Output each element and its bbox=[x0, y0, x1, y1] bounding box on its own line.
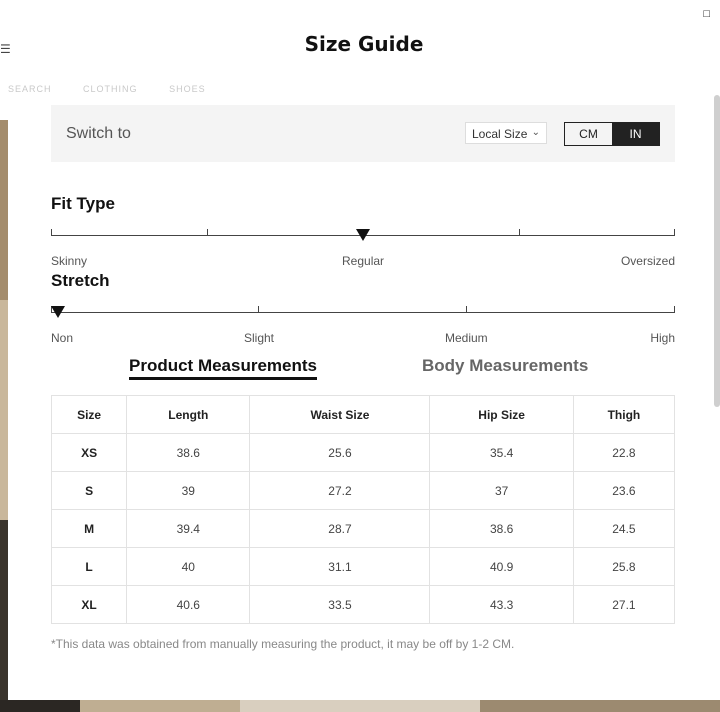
table-cell: 31.1 bbox=[250, 548, 430, 586]
stretch-label-high: High bbox=[650, 331, 675, 345]
fit-label-oversized: Oversized bbox=[620, 254, 675, 268]
scale-tick bbox=[258, 306, 259, 313]
column-header: Length bbox=[127, 396, 250, 434]
unit-toggle bbox=[564, 122, 660, 146]
scale-line bbox=[51, 312, 675, 313]
stretch-title: Stretch bbox=[51, 271, 110, 290]
background-page-bottom bbox=[0, 700, 720, 712]
table-header-row bbox=[52, 396, 675, 434]
table-cell: 43.3 bbox=[430, 586, 573, 624]
table-row bbox=[52, 586, 675, 624]
scale-tick bbox=[674, 229, 675, 236]
table-cell: M bbox=[52, 510, 127, 548]
fit-label-regular: Regular bbox=[342, 254, 385, 268]
fit-label-skinny: Skinny bbox=[51, 254, 88, 268]
table-cell: 35.4 bbox=[430, 434, 573, 472]
table-cell: 22.8 bbox=[573, 434, 674, 472]
table-cell: 40.6 bbox=[127, 586, 250, 624]
tab-product-measurements[interactable]: Product Measurements bbox=[129, 356, 317, 380]
switch-label: Switch to bbox=[66, 125, 131, 142]
table-cell: 27.2 bbox=[250, 472, 430, 510]
table-cell: S bbox=[52, 472, 127, 510]
table-row bbox=[52, 434, 675, 472]
table-cell: 40 bbox=[127, 548, 250, 586]
table-cell: L bbox=[52, 548, 127, 586]
chevron-down-icon: ⌄ bbox=[531, 127, 540, 138]
stretch-marker-icon bbox=[51, 306, 65, 318]
fit-type-title: Fit Type bbox=[51, 194, 115, 213]
column-header: Waist Size bbox=[250, 396, 430, 434]
table-cell: 28.7 bbox=[250, 510, 430, 548]
table-cell: 39.4 bbox=[127, 510, 250, 548]
size-table bbox=[51, 395, 675, 624]
local-size-label: Local Size bbox=[472, 127, 528, 141]
unit-in-button[interactable]: IN bbox=[612, 123, 659, 145]
background-nav-item: SHOES bbox=[169, 84, 206, 94]
table-cell: 25.8 bbox=[573, 548, 674, 586]
background-nav bbox=[8, 84, 234, 94]
scale-tick bbox=[674, 306, 675, 313]
fit-type-marker-icon bbox=[356, 229, 370, 241]
background-page-edge bbox=[0, 0, 8, 712]
table-cell: 38.6 bbox=[127, 434, 250, 472]
table-cell: 38.6 bbox=[430, 510, 573, 548]
background-nav-item: CLOTHING bbox=[83, 84, 138, 94]
scale-tick bbox=[51, 229, 52, 236]
table-row bbox=[52, 548, 675, 586]
column-header: Thigh bbox=[573, 396, 674, 434]
table-row bbox=[52, 472, 675, 510]
close-icon[interactable]: □ bbox=[703, 8, 710, 20]
measurement-note: *This data was obtained from manually measuring the product, it may be off by 1-2 CM. bbox=[51, 637, 515, 651]
background-nav-item: SEARCH bbox=[8, 84, 52, 94]
table-row bbox=[52, 510, 675, 548]
stretch-label-medium: Medium bbox=[445, 331, 488, 345]
stretch-label-slight: Slight bbox=[244, 331, 275, 345]
table-cell: XL bbox=[52, 586, 127, 624]
column-header: Hip Size bbox=[430, 396, 573, 434]
scale-tick bbox=[207, 229, 208, 236]
unit-cm-button[interactable]: CM bbox=[579, 127, 598, 141]
unit-switch-bar bbox=[51, 105, 675, 162]
scale-tick bbox=[466, 306, 467, 313]
tab-body-measurements[interactable]: Body Measurements bbox=[422, 356, 589, 375]
menu-icon: ☰ bbox=[0, 42, 11, 56]
table-cell: 37 bbox=[430, 472, 573, 510]
table-cell: 39 bbox=[127, 472, 250, 510]
stretch-label-non: Non bbox=[51, 331, 74, 345]
table-cell: XS bbox=[52, 434, 127, 472]
table-cell: 27.1 bbox=[573, 586, 674, 624]
table-cell: 25.6 bbox=[250, 434, 430, 472]
column-header: Size bbox=[52, 396, 127, 434]
modal-title: Size Guide bbox=[304, 32, 424, 56]
table-cell: 23.6 bbox=[573, 472, 674, 510]
table-cell: 24.5 bbox=[573, 510, 674, 548]
scale-tick bbox=[519, 229, 520, 236]
scrollbar[interactable] bbox=[714, 95, 720, 407]
table-cell: 33.5 bbox=[250, 586, 430, 624]
local-size-dropdown[interactable] bbox=[465, 122, 547, 144]
table-cell: 40.9 bbox=[430, 548, 573, 586]
